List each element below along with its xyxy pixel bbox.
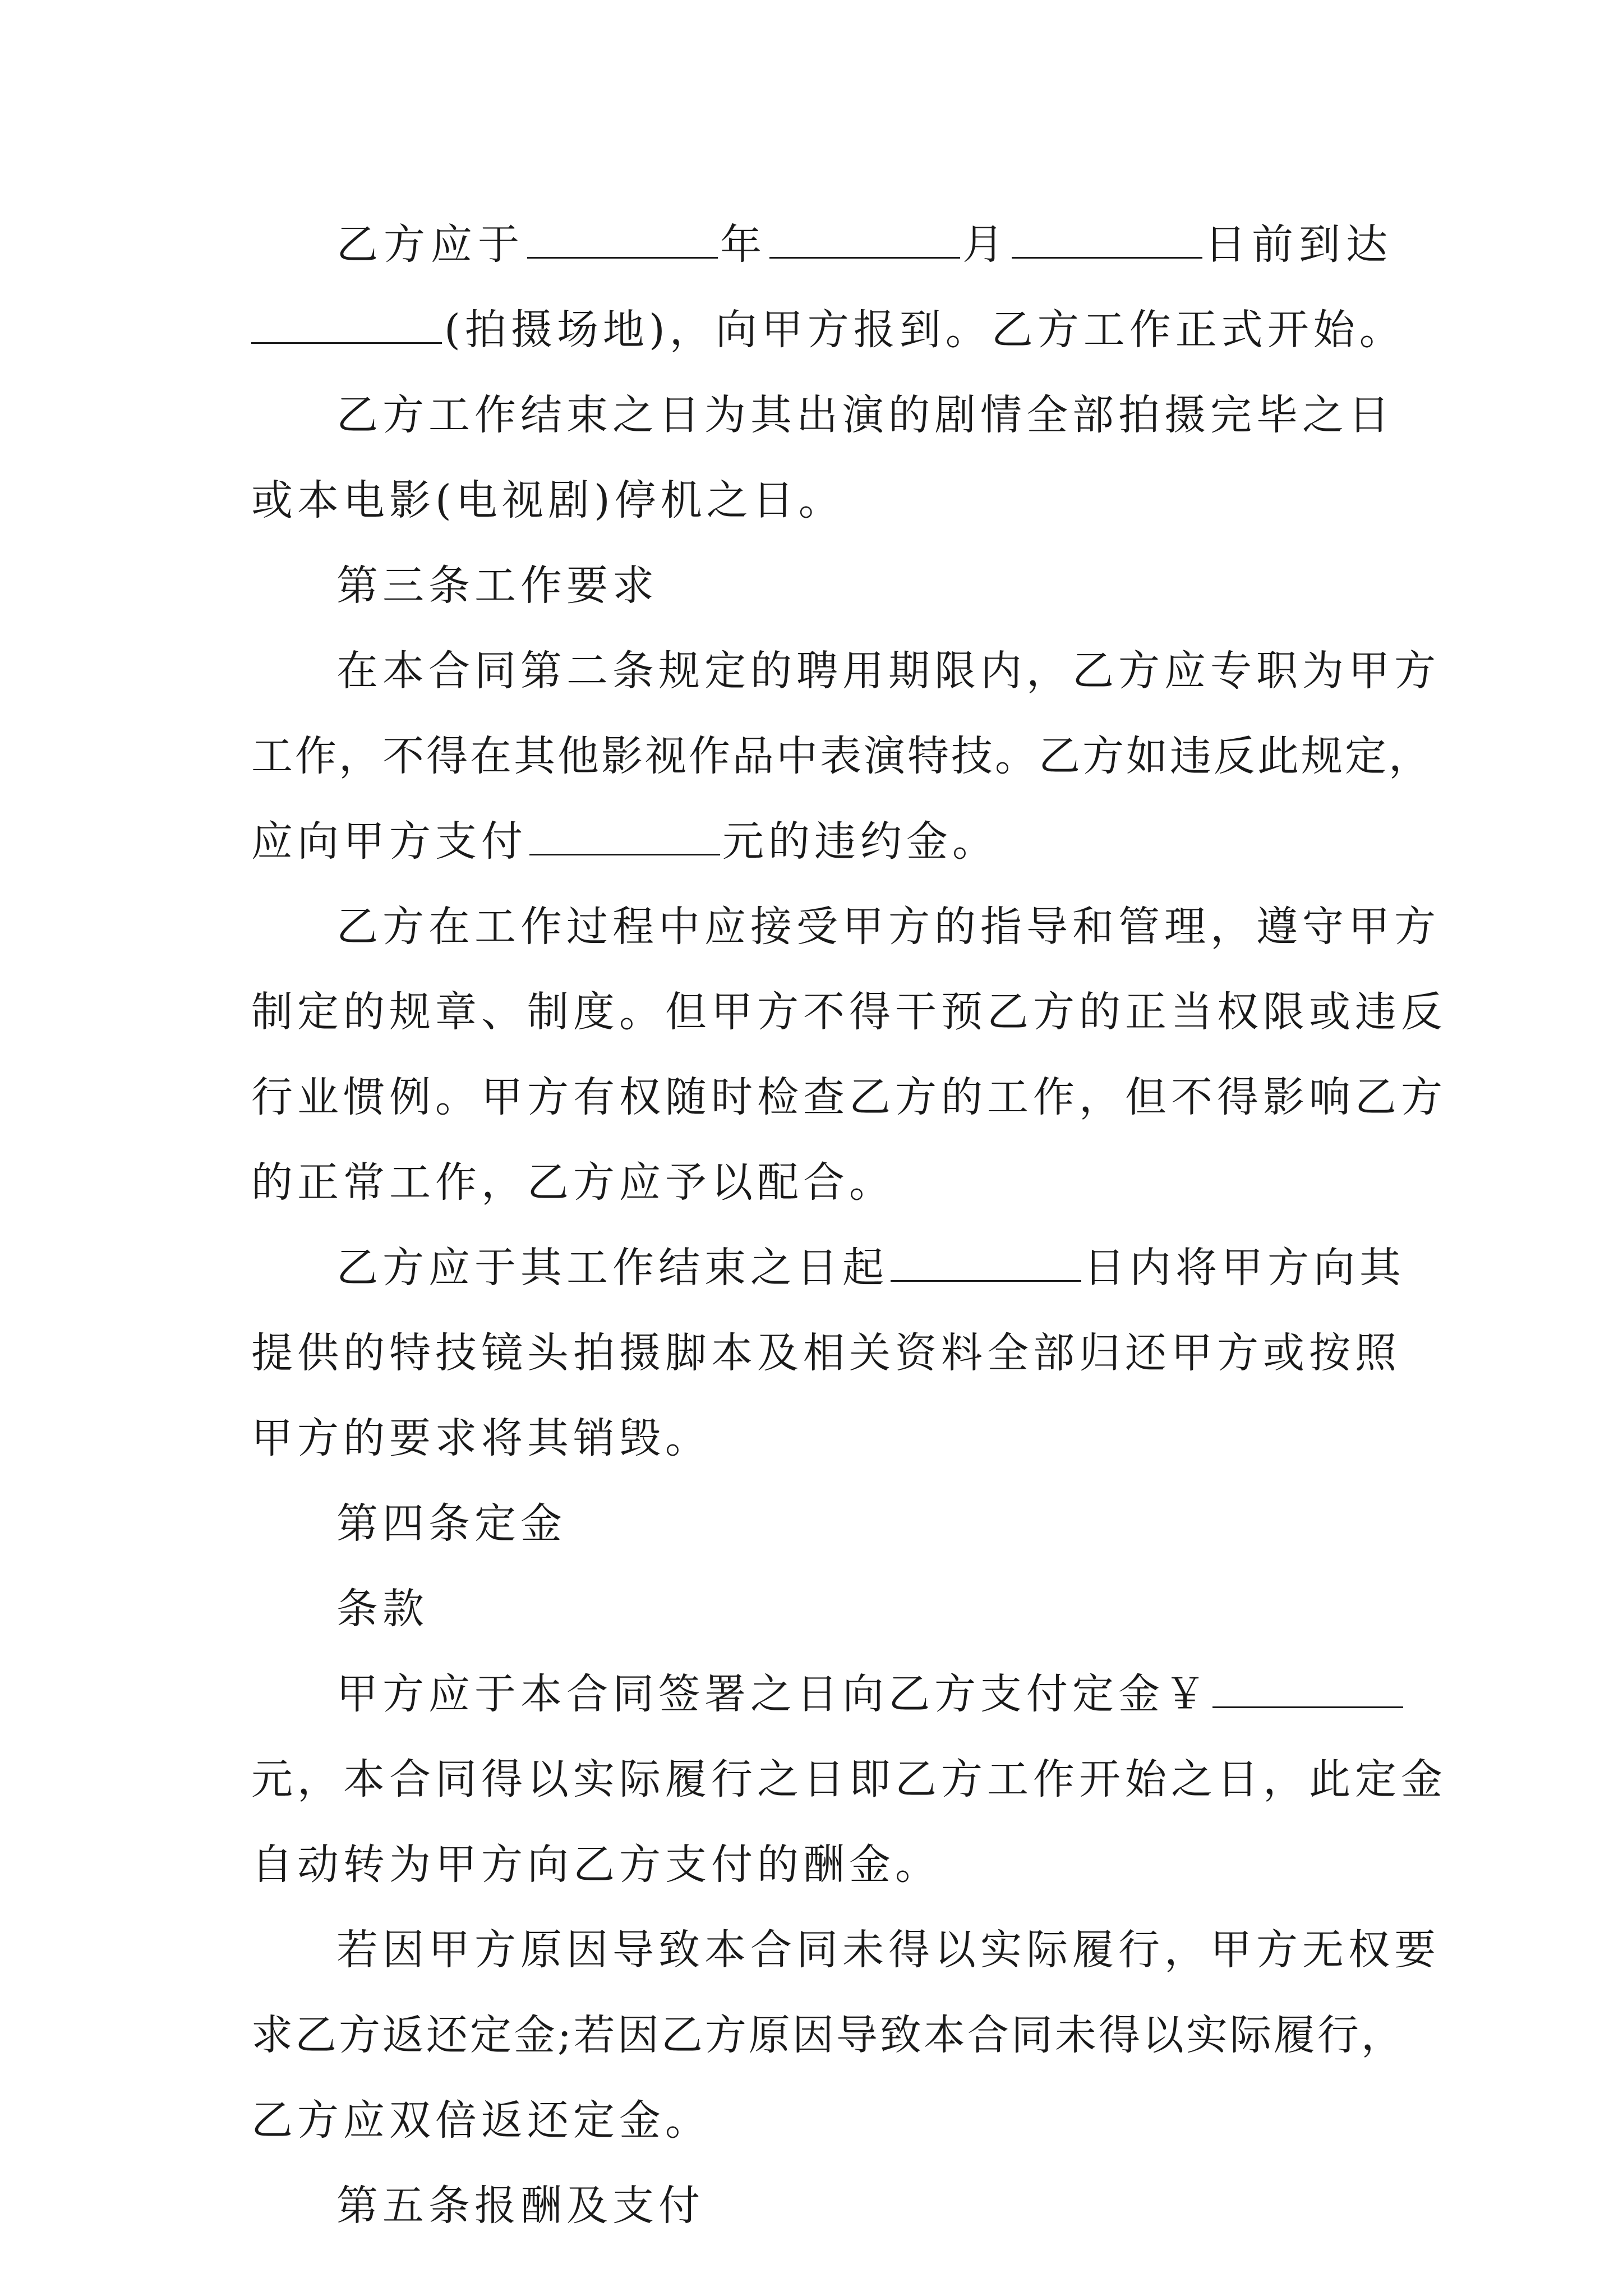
paragraph-line (251, 202, 1393, 287)
section-heading: 第三条工作要求 (336, 562, 658, 610)
paragraph-line: 行业惯例。甲方有权随时检查乙方的工作，但不得影响乙方 (251, 1073, 1447, 1121)
day-blank[interactable] (1012, 224, 1202, 259)
text-fragment: 日内将甲方向其 (1083, 1244, 1405, 1292)
location-blank[interactable] (251, 310, 442, 344)
paragraph-line (251, 287, 1405, 372)
paragraph-line: 工作，不得在其他影视作品中表演特技。乙方如违反此规定， (251, 732, 1432, 780)
paragraph-line: 若因甲方原因导致本合同未得以实际履行，甲方无权要 (336, 1926, 1440, 1974)
text-fragment: 甲方应于本合同签署之日向乙方支付定金￥ (336, 1670, 1210, 1718)
text-fragment: 元的违约金。 (722, 817, 998, 866)
days-blank[interactable] (891, 1248, 1081, 1282)
section-heading: 第五条报酬及支付 (336, 2182, 704, 2230)
paragraph-line (251, 1225, 1405, 1310)
section-heading: 第四条定金 (336, 1499, 566, 1548)
paragraph-line: 求乙方返还定金;若因乙方原因导致本合同未得以实际履行， (251, 2011, 1405, 2059)
paragraph-line: 制定的规章、制度。但甲方不得干预乙方的正当权限或违反 (251, 988, 1447, 1036)
section-subheading: 条款 (336, 1585, 428, 1633)
paragraph-line: 自动转为甲方向乙方支付的酬金。 (251, 1841, 941, 1889)
text-fragment: 乙方应于 (336, 220, 525, 269)
month-blank[interactable] (769, 224, 960, 259)
paragraph-line: 乙方应双倍返还定金。 (251, 2096, 711, 2145)
text-fragment: 应向甲方支付 (251, 817, 527, 866)
text-fragment: 日前到达 (1205, 220, 1393, 269)
contract-page (251, 202, 1447, 2248)
penalty-amount-blank[interactable] (529, 821, 720, 855)
paragraph-line: 提供的特技镜头拍摄脚本及相关资料全部归还甲方或按照 (251, 1329, 1401, 1377)
paragraph-line: 乙方在工作过程中应接受甲方的指导和管理，遵守甲方 (336, 903, 1440, 951)
text-fragment: 乙方应于其工作结束之日起 (336, 1244, 888, 1292)
deposit-amount-blank[interactable] (1212, 1674, 1403, 1708)
text-fragment: 月 (962, 220, 1009, 269)
paragraph-line: 乙方工作结束之日为其出演的剧情全部拍摄完毕之日 (336, 391, 1394, 439)
paragraph-line: 的正常工作，乙方应予以配合。 (251, 1158, 895, 1207)
text-fragment: 年 (720, 220, 767, 269)
paragraph-line: 甲方的要求将其销毁。 (251, 1414, 711, 1462)
paragraph-line: 在本合同第二条规定的聘用期限内，乙方应专职为甲方 (336, 647, 1440, 695)
paragraph-line (251, 799, 1381, 884)
paragraph-line (251, 1651, 1381, 1737)
year-blank[interactable] (527, 224, 718, 259)
paragraph-line: 或本电影(电视剧)停机之日。 (251, 476, 845, 524)
paragraph-line: 元，本合同得以实际履行之日即乙方工作开始之日，此定金 (251, 1755, 1447, 1803)
text-fragment: (拍摄场地)，向甲方报到。乙方工作正式开始。 (444, 306, 1405, 354)
